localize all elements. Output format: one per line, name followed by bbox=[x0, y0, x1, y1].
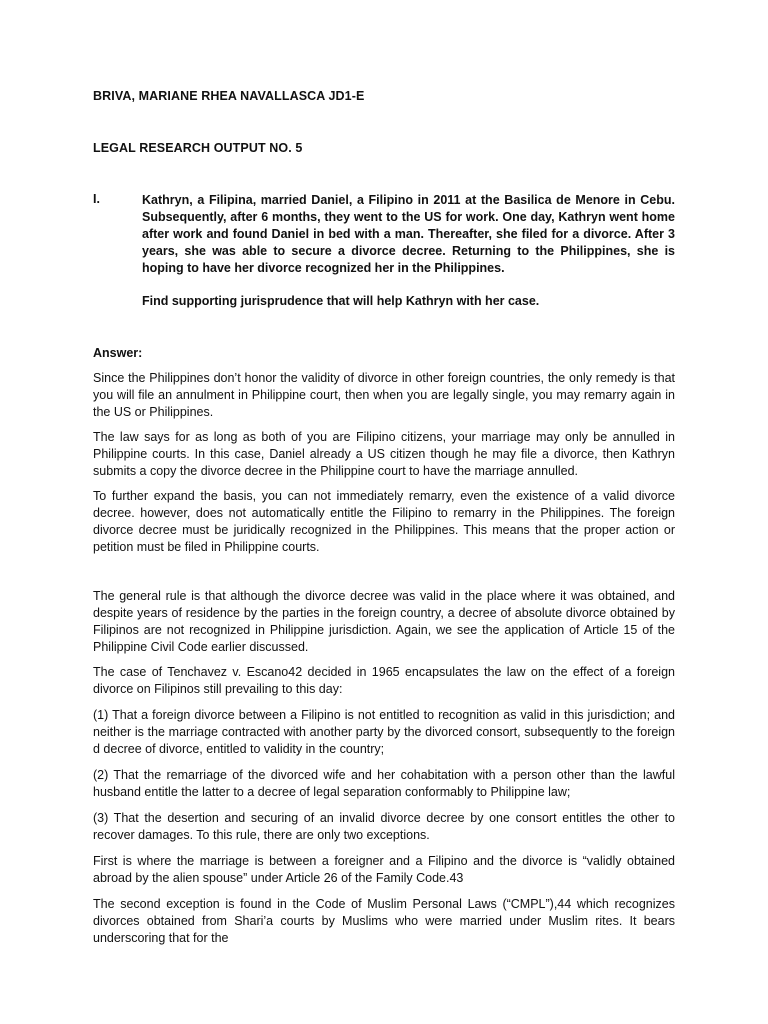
answer-paragraph: (3) That the desertion and securing of an invalid divorce decree by one consort entitles the other to recover damages. To this rule, there are only two exceptions. bbox=[93, 811, 675, 842]
answer-paragraph: First is where the marriage is between a foreigner and a Filipino and the divorce is “validly obtained abroad by the alien spouse” under Article 26 of the Family Code.43 bbox=[93, 854, 675, 885]
question-facts: Kathryn, a Filipina, married Daniel, a Filipino in 2011 at the Basilica de Menore in Cebu. Subsequently, after 6 months, they went to the US for work. One day, Kathryn went home after work and found Daniel in bed with a man. Thereafter, she filed for a divorce. After 3 years, she was able to secure a divorce decree. Returning to the Philippines, she is hoping to have her divorce recognized her in the Philippines. bbox=[142, 193, 675, 275]
answer-paragraph: (1) That a foreign divorce between a Filipino is not entitled to recognition as valid in this jurisdiction; and neither is the marriage contracted with another party by the divorced consort, subsequently to the foreign d decree of divorce, entitled to validity in the country; bbox=[93, 708, 675, 756]
answer-paragraph: To further expand the basis, you can not immediately remarry, even the existence of a valid divorce decree. however, does not automatically entitle the Filipino to remarry in the Philippines. The foreign divorce decree must be juridically recognized in the Philippines. This means that the proper action or petition must be filed in Philippine courts. bbox=[93, 489, 675, 554]
output-title: LEGAL RESEARCH OUTPUT NO. 5 bbox=[93, 141, 303, 155]
answer-paragraph: The law says for as long as both of you are Filipino citizens, your marriage may only be annulled in Philippine courts. In this case, Daniel already a US citizen though he may file a divorce, then Kathryn submits a copy the divorce decree in the Philippine court to have the marriage annulled. bbox=[93, 430, 675, 478]
answer-label: Answer: bbox=[93, 346, 143, 360]
answer-paragraph: (2) That the remarriage of the divorced wife and her cohabitation with a person other than the lawful husband entitle the latter to a decree of legal separation conformably to Philippine law; bbox=[93, 768, 675, 799]
answer-paragraph: The general rule is that although the divorce decree was valid in the place where it was obtained, and despite years of residence by the parties in the foreign country, a decree of absolute divorce obtained by Filipinos are not recognized in Philippine jurisdiction. Again, we see the application of Article 15 of the Philippine Civil Code earlier discussed. bbox=[93, 589, 675, 654]
answer-paragraph: The second exception is found in the Code of Muslim Personal Laws (“CMPL”),44 which recognizes divorces obtained from Shari’a courts by Muslims who were married under Muslim rites. It bears underscoring that for the bbox=[93, 897, 675, 945]
question-number: I. bbox=[93, 192, 100, 206]
question-task: Find supporting jurisprudence that will help Kathryn with her case. bbox=[142, 294, 540, 308]
author-line: BRIVA, MARIANE RHEA NAVALLASCA JD1-E bbox=[93, 89, 365, 103]
answer-paragraph: The case of Tenchavez v. Escano42 decided in 1965 encapsulates the law on the effect of a foreign divorce on Filipinos still prevailing to this day: bbox=[93, 665, 675, 696]
answer-paragraph: Since the Philippines don’t honor the validity of divorce in other foreign countries, the only remedy is that you will file an annulment in Philippine court, then when you are legally single, you may remarry again in the US or Philippines. bbox=[93, 371, 675, 419]
